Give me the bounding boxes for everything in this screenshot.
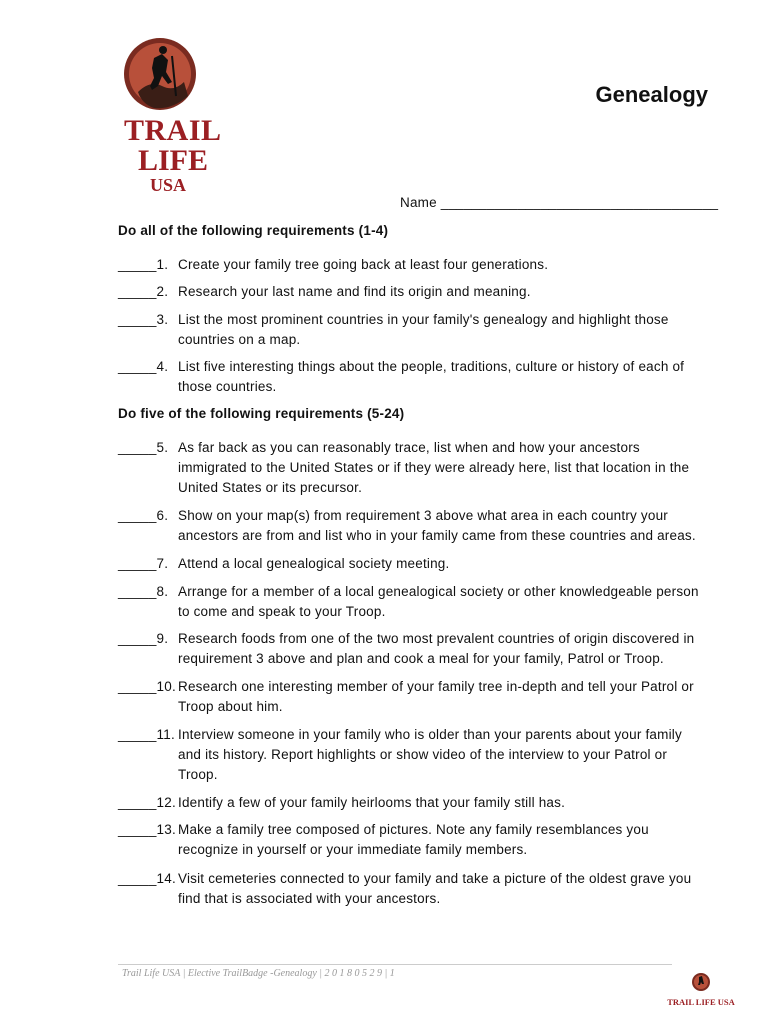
requirement-11 <box>118 725 708 785</box>
logo-text-usa: USA <box>150 175 187 195</box>
logo-text-life: LIFE <box>138 144 209 177</box>
requirement-checkbox-blank[interactable]: _____7. <box>118 556 169 571</box>
requirement-3 <box>118 310 708 350</box>
requirement-checkbox-blank[interactable]: _____14. <box>118 871 176 886</box>
requirement-5 <box>118 438 708 498</box>
requirement-text: Identify a few of your family heirlooms that your family still has. <box>178 795 566 810</box>
requirement-text: Make a family tree composed of pictures. Note any family resemblances you recognize in yourself or your immediate family members. <box>178 822 649 857</box>
footer-logo <box>666 972 736 1007</box>
requirement-checkbox-blank[interactable]: _____8. <box>118 584 169 599</box>
footer-text: Trail Life USA | Elective TrailBadge -Genealogy | 2 0 1 8 0 5 2 9 | 1 <box>122 968 395 979</box>
requirement-text: Show on your map(s) from requirement 3 above what area in each country your ancestors are from and list who in your family came from these countries and areas. <box>178 508 696 543</box>
requirement-checkbox-blank[interactable]: _____1. <box>118 257 169 272</box>
trail-life-logo <box>118 36 222 195</box>
requirement-text: Attend a local genealogical society meeting. <box>178 556 450 571</box>
requirement-text: Research your last name and find its origin and meaning. <box>178 284 531 299</box>
requirement-13 <box>118 820 708 860</box>
section2-heading: Do five of the following requirements (5-24) <box>118 406 405 421</box>
requirement-checkbox-blank[interactable]: _____5. <box>118 440 169 455</box>
requirement-text: As far back as you can reasonably trace, list when and how your ancestors immigrated to the United States or if they were already here, list that location in the United States or its precursor. <box>178 440 690 495</box>
hiker-emblem-icon <box>118 36 204 112</box>
requirement-text: List the most prominent countries in your family's genealogy and highlight those countries on a map. <box>178 312 669 347</box>
requirement-text: Visit cemeteries connected to your family and take a picture of the oldest grave you find that is associated with your ancestors. <box>178 871 692 906</box>
requirement-checkbox-blank[interactable]: _____10. <box>118 679 176 694</box>
requirement-text: Create your family tree going back at least four generations. <box>178 257 549 272</box>
requirement-10 <box>118 677 708 717</box>
logo-text-trail: TRAIL <box>124 114 222 147</box>
requirement-4 <box>118 357 708 397</box>
requirement-7 <box>118 554 708 574</box>
requirement-2 <box>118 282 708 302</box>
requirement-checkbox-blank[interactable]: _____9. <box>118 631 169 646</box>
requirement-checkbox-blank[interactable]: _____12. <box>118 795 176 810</box>
requirement-text: List five interesting things about the people, traditions, culture or history of each of those countries. <box>178 359 685 394</box>
name-field[interactable]: Name ____________________________________ <box>400 195 719 210</box>
requirement-checkbox-blank[interactable]: _____2. <box>118 284 169 299</box>
requirement-text: Research one interesting member of your family tree in-depth and tell your Patrol or Troop about him. <box>178 679 694 714</box>
requirement-12 <box>118 793 708 813</box>
requirement-14 <box>118 869 708 909</box>
requirement-checkbox-blank[interactable]: _____3. <box>118 312 169 327</box>
requirement-checkbox-blank[interactable]: _____4. <box>118 359 169 374</box>
section1-heading: Do all of the following requirements (1-4) <box>118 223 389 238</box>
footer-divider <box>118 964 672 965</box>
requirement-1 <box>118 255 708 275</box>
requirement-9 <box>118 629 708 669</box>
requirement-checkbox-blank[interactable]: _____11. <box>118 727 175 742</box>
requirement-text: Arrange for a member of a local genealogical society or other knowledgeable person to come and speak to your Troop. <box>178 584 699 619</box>
page-title: Genealogy <box>595 82 708 107</box>
requirement-text: Interview someone in your family who is older than your parents about your family and its history. Report highlights or show video of the interview to your Patrol or Troop. <box>178 727 682 782</box>
requirement-8 <box>118 582 708 622</box>
requirement-checkbox-blank[interactable]: _____13. <box>118 822 176 837</box>
footer-hiker-emblem-icon <box>690 972 712 992</box>
footer-logo-text: TRAIL LIFE USA <box>667 997 735 1007</box>
requirement-text: Research foods from one of the two most prevalent countries of origin discovered in requirement 3 above and plan and cook a meal for your family, Patrol or Troop. <box>178 631 695 666</box>
requirement-checkbox-blank[interactable]: _____6. <box>118 508 169 523</box>
requirement-6 <box>118 506 708 546</box>
